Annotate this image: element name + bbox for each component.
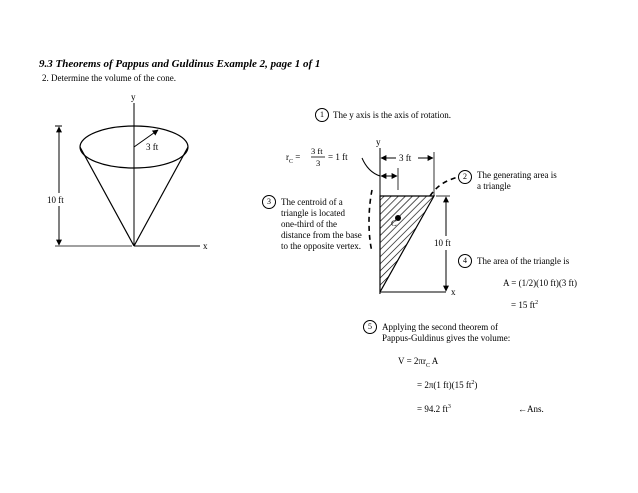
centroid-label: C	[391, 218, 397, 228]
rc-equals: =	[295, 152, 301, 162]
step-1-text: The y axis is the axis of rotation.	[333, 110, 451, 120]
rc-subscript: C	[289, 158, 294, 165]
cone-radius-label: 3 ft	[146, 142, 159, 152]
volume-substitution-close: )	[474, 380, 478, 390]
tri-y-label: y	[376, 137, 381, 147]
step-3-text: The centroid of a triangle is located one-third of the distance from the base to the opposite vertex.	[281, 197, 362, 251]
step-2-badge: 2	[458, 170, 472, 184]
volume-formula-subscript: C	[425, 362, 430, 369]
cone-side-left	[80, 147, 134, 246]
tri-x-label: x	[451, 287, 456, 297]
volume-formula-tail: A	[429, 356, 439, 366]
cone-height-label: 10 ft	[47, 195, 64, 205]
area-result	[511, 300, 538, 310]
area-equation: A = (1/2)(10 ft)(3 ft)	[503, 278, 578, 288]
step-5-badge: 5	[363, 320, 377, 334]
cone-x-label: x	[203, 241, 208, 251]
volume-substitution-exp: 2	[471, 380, 475, 386]
area-result-value: = 15 ft	[511, 300, 536, 310]
step-3-badge: 3	[262, 195, 276, 209]
rc-numerator: 3 ft	[311, 146, 323, 156]
rc-denominator: 3	[316, 158, 321, 168]
page-title: 9.3 Theorems of Pappus and Guldinus Example 2, page 1 of 1	[39, 58, 321, 70]
step3-leader	[369, 190, 372, 252]
step-2-text: The generating area is a triangle	[477, 170, 557, 191]
cone-y-label: y	[131, 92, 136, 102]
volume-result-exp: 3	[447, 404, 451, 410]
problem-statement: 2. Determine the volume of the cone.	[42, 73, 176, 83]
rc-leader	[362, 158, 380, 176]
rc-symbol	[286, 152, 300, 165]
step-4-badge: 4	[458, 254, 472, 268]
volume-result-value: = 94.2 ft	[417, 404, 448, 414]
cone-figure	[55, 103, 200, 246]
volume-result	[417, 404, 451, 414]
cone-side-right	[134, 147, 188, 246]
generating-triangle	[380, 196, 434, 292]
step-5-text: Applying the second theorem of Pappus-Guldinus gives the volume:	[382, 322, 511, 343]
step-4-text: The area of the triangle is	[477, 256, 570, 266]
tri-width-label: 3 ft	[399, 153, 412, 163]
answer-label: ←Ans.	[518, 404, 544, 414]
tri-height-label: 10 ft	[434, 238, 451, 248]
step-1-badge: 1	[315, 108, 329, 122]
volume-substitution-main: = 2π(1 ft)(15 ft	[417, 380, 472, 390]
volume-formula-main: V = 2πr	[398, 356, 426, 366]
volume-substitution	[417, 380, 477, 390]
rc-r: r	[286, 152, 289, 162]
rc-result: = 1 ft	[328, 152, 348, 162]
area-result-exp: 2	[535, 300, 539, 306]
volume-formula	[398, 356, 438, 369]
